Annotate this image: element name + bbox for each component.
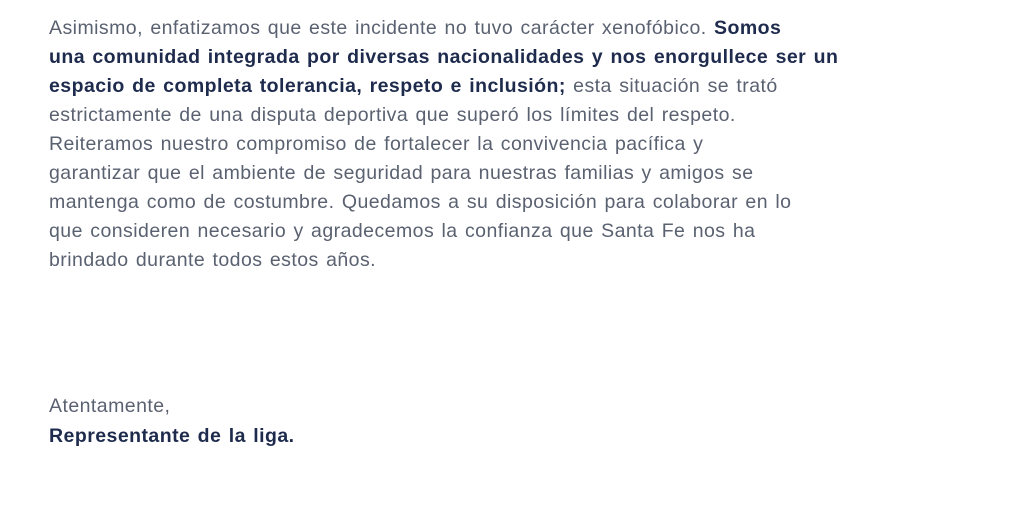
text-segment: garantizar que el ambiente de seguridad para nuestras familias y amigos se [49,162,754,184]
bold-text-segment: Somos [714,17,782,39]
paragraph-line [49,101,929,130]
bold-text-segment: espacio de completa tolerancia, respeto e inclusión; [49,75,566,97]
signature-line: Representante de la liga. [49,425,295,447]
text-segment: estrictamente de una disputa deportiva que superó los límites del respeto. [49,104,736,126]
closing-line: Atentamente, [49,395,171,417]
signature-block [49,391,929,451]
text-segment: Asimismo, enfatizamos que este incidente no tuvo carácter xenofóbico. [49,17,714,39]
paragraph-line [49,14,929,43]
paragraph-line [49,188,929,217]
paragraph-line [49,43,929,72]
letter-body [49,14,929,451]
paragraph-line [49,72,929,101]
paragraph-line [49,159,929,188]
paragraph-line [49,246,929,275]
paragraph-line [49,217,929,246]
text-segment: mantenga como de costumbre. Quedamos a su disposición para colaborar en lo [49,191,792,213]
text-segment: Reiteramos nuestro compromiso de fortalecer la convivencia pacífica y [49,133,704,155]
text-segment: que consideren necesario y agradecemos la confianza que Santa Fe nos ha [49,220,756,242]
paragraph-line [49,130,929,159]
statement-paragraph [49,14,929,275]
text-segment: esta situación se trató [565,75,778,97]
text-segment: brindado durante todos estos años. [49,249,377,271]
bold-text-segment: una comunidad integrada por diversas nacionalidades y nos enorgullece ser un [49,46,839,68]
